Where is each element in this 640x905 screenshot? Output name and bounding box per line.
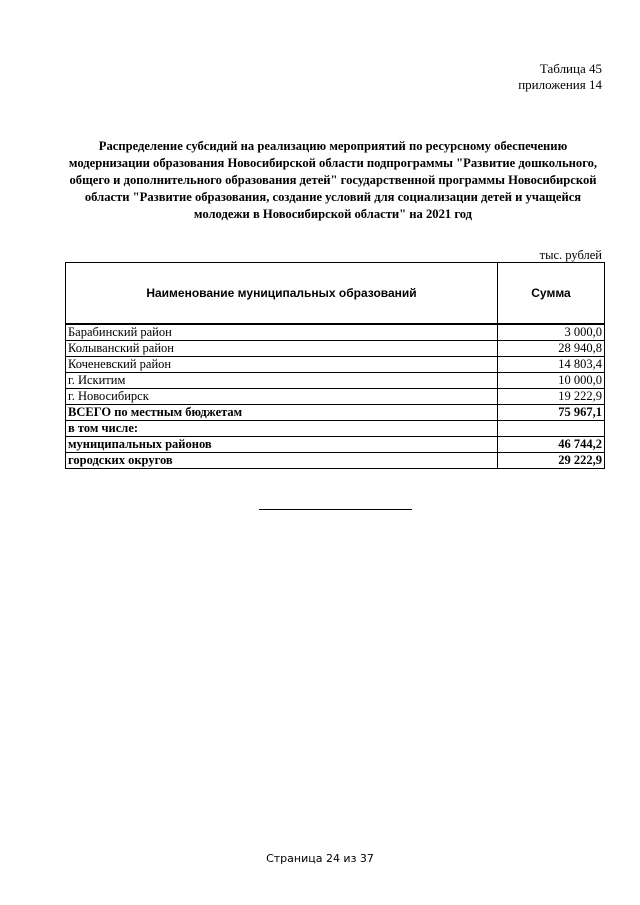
page-number: Страница 24 из 37 bbox=[266, 852, 374, 865]
row-amount: 10 000,0 bbox=[498, 373, 605, 389]
units-label: тыс. рублей bbox=[539, 248, 602, 262]
city-districts-row bbox=[66, 453, 605, 469]
row-amount: 28 940,8 bbox=[498, 341, 605, 357]
table-number: Таблица 45 bbox=[539, 61, 602, 76]
separator-line bbox=[259, 509, 412, 510]
table-row bbox=[66, 389, 605, 405]
municipal-districts-amount: 46 744,2 bbox=[498, 437, 605, 453]
column-header-amount: Сумма bbox=[498, 263, 605, 325]
municipal-districts-row bbox=[66, 437, 605, 453]
row-amount: 3 000,0 bbox=[498, 324, 605, 341]
total-label: ВСЕГО по местным бюджетам bbox=[66, 405, 498, 421]
column-header-name: Наименование муниципальных образований bbox=[66, 263, 498, 325]
total-amount: 75 967,1 bbox=[498, 405, 605, 421]
table-row bbox=[66, 324, 605, 341]
including-row bbox=[66, 421, 605, 437]
table-row bbox=[66, 373, 605, 389]
document-title: Распределение субсидий на реализацию мероприятий по ресурсному обеспечению модернизации образования Новосибирской области подпрограммы "Развитие дошкольного, общего и дополнительного образования детей" государственной программы Новосибирской области "Развитие образования, создание условий для социализации детей и учащейся молодежи в Новосибирской области" на 2021 год bbox=[68, 139, 598, 221]
city-districts-amount: 29 222,9 bbox=[498, 453, 605, 469]
table-row bbox=[66, 341, 605, 357]
row-name: Барабинский район bbox=[66, 324, 498, 341]
city-districts-label: городских округов bbox=[66, 453, 498, 469]
subsidy-table bbox=[65, 262, 605, 469]
row-amount: 19 222,9 bbox=[498, 389, 605, 405]
row-name: Коченевский район bbox=[66, 357, 498, 373]
row-name: г. Новосибирск bbox=[66, 389, 498, 405]
appendix-number: приложения 14 bbox=[518, 77, 602, 92]
table-reference bbox=[518, 61, 602, 93]
table-header-row bbox=[66, 263, 605, 325]
total-row bbox=[66, 405, 605, 421]
including-label: в том числе: bbox=[66, 421, 498, 437]
row-name: Колыванский район bbox=[66, 341, 498, 357]
row-amount: 14 803,4 bbox=[498, 357, 605, 373]
row-name: г. Искитим bbox=[66, 373, 498, 389]
municipal-districts-label: муниципальных районов bbox=[66, 437, 498, 453]
including-empty-cell bbox=[498, 421, 605, 437]
table-row bbox=[66, 357, 605, 373]
